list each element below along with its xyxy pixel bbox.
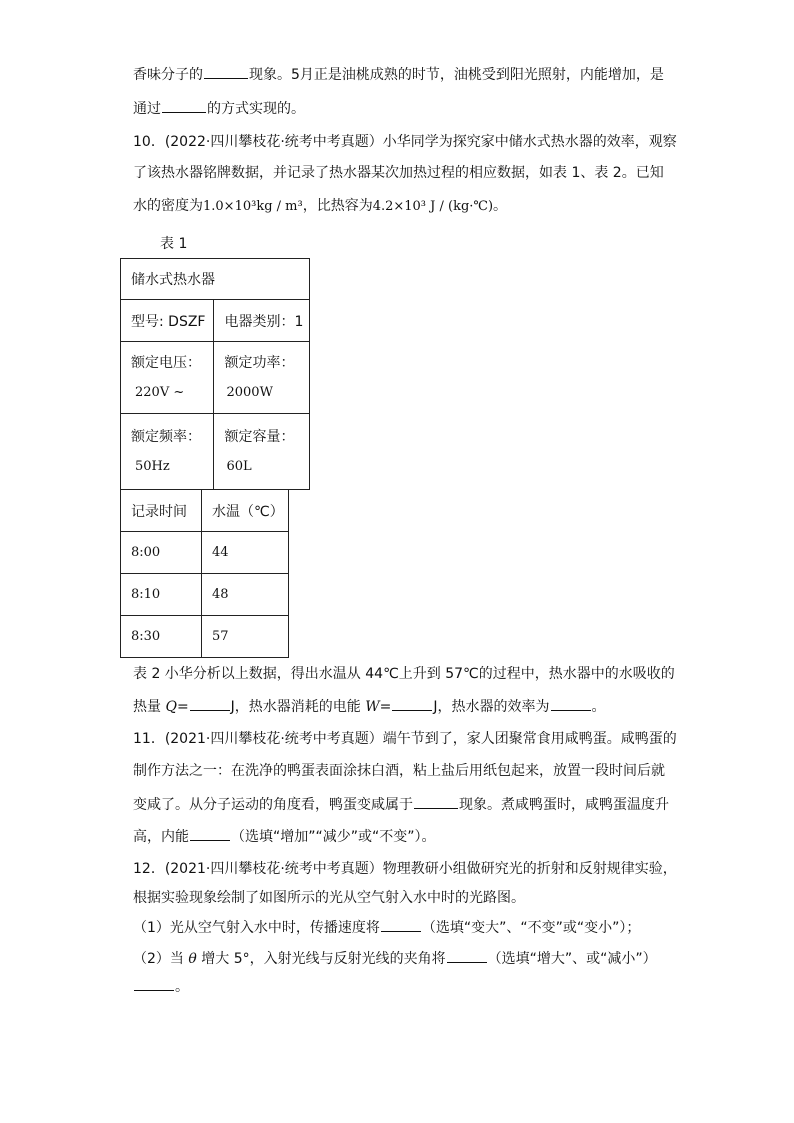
power-label: 额定功率：: [224, 354, 295, 371]
table1-model: 型号: DSZF: [121, 300, 214, 342]
capacity-value: 60L: [226, 458, 252, 474]
text-span: 热量: [133, 699, 166, 715]
table1: [120, 258, 310, 490]
table1-caption: 表 1: [160, 236, 188, 252]
text-span: （1）光从空气射入水中时，传播速度将: [133, 920, 380, 936]
q12-part-2: [133, 948, 657, 969]
text-span: 。: [175, 979, 189, 995]
w-variable: W: [365, 699, 380, 715]
power-value: 2000W: [226, 384, 273, 400]
table-row: [121, 574, 289, 616]
q12-part-2-cont: [133, 976, 189, 997]
table-row: [121, 616, 289, 658]
q10-line-3: [133, 196, 507, 217]
answer-blank[interactable]: [162, 98, 206, 113]
answer-blank[interactable]: [204, 64, 248, 79]
text-span: 香味分子的: [133, 67, 203, 83]
text-span: 水的密度为: [133, 198, 203, 214]
table1-voltage-cell: [121, 342, 214, 414]
theta-symbol: θ: [188, 951, 197, 967]
frequency-label: 额定频率：: [131, 428, 201, 445]
text-span: 增大 5°，入射光线与反射光线的夹角将: [196, 951, 446, 967]
q10-after-line-1: 表 2 小华分析以上数据，得出水温从 44℃上升到 57℃的过程中，热水器中的水吸收的: [133, 666, 675, 682]
q12-line-2: 根据实验现象绘制了如图所示的光从空气射入水中时的光路图。: [133, 890, 525, 906]
text-span: 。: [591, 699, 606, 715]
text-span: （2）当: [133, 951, 189, 967]
table1-title: 储水式热水器: [121, 259, 310, 300]
q10-line-1: 10．(2022·四川攀枝花·统考中考真题）小华同学为探究家中储水式热水器的效率，观察: [133, 134, 677, 150]
answer-blank[interactable]: [392, 696, 432, 711]
text-span: 现象。煮咸鸭蛋时，咸鸭蛋温度升: [459, 797, 669, 813]
text-span: 通过: [133, 101, 161, 117]
q10-after-line-2: [133, 696, 606, 717]
table2-cell-temp: 44: [202, 532, 289, 574]
answer-blank[interactable]: [190, 696, 230, 711]
text-span: J，热水器的效率为: [433, 699, 550, 715]
q10-line-2: 了该热水器铭牌数据，并记录了热水器某次加热过程的相应数据，如表 1、表 2。已知: [133, 165, 664, 181]
answer-blank[interactable]: [381, 917, 421, 932]
table-row: [121, 532, 289, 574]
q12-part-1: [133, 917, 640, 938]
answer-blank[interactable]: [414, 794, 458, 809]
answer-blank[interactable]: [134, 976, 174, 991]
text-span: =: [379, 699, 392, 715]
table2: [120, 489, 289, 658]
text-span: （选填“增加”“减少”或“不变”）。: [231, 829, 436, 845]
text-span: 的方式实现的。: [207, 101, 305, 117]
text-span: J，热水器消耗的电能: [230, 699, 366, 715]
text-span: ，比热容为: [302, 198, 373, 214]
table2-cell-time: 8:30: [121, 616, 202, 658]
text-span: 。: [493, 198, 508, 214]
table1-category: 电器类别：1: [214, 300, 310, 342]
q11-line-1: 11．(2021·四川攀枝花·统考中考真题）端午节到了，家人团聚常食用咸鸭蛋。咸鸭蛋的: [133, 731, 677, 747]
capacity-label: 额定容量：: [224, 428, 295, 445]
text-span: （选填“增大”、或“减小”）: [487, 951, 657, 967]
q11-line-3: [133, 794, 669, 815]
text-span: =: [176, 699, 189, 715]
answer-blank[interactable]: [551, 696, 591, 711]
table2-cell-temp: 48: [202, 574, 289, 616]
text-span: （选填“变大”、“不变”或“变小”）；: [421, 920, 641, 936]
table2-header-temp: 水温（℃）: [202, 490, 289, 532]
table2-cell-time: 8:10: [121, 574, 202, 616]
frequency-value: 50Hz: [135, 458, 170, 474]
table2-cell-time: 8:00: [121, 532, 202, 574]
q12-line-1: 12．(2021·四川攀枝花·统考中考真题）物理教研小组做研究光的折射和反射规律实验，: [133, 861, 677, 877]
text-line: [133, 98, 305, 119]
table1-power-cell: [214, 342, 310, 414]
table2-header-time: 记录时间: [121, 490, 202, 532]
table1-capacity-cell: [214, 414, 310, 490]
q-variable: Q: [165, 699, 177, 715]
table1-frequency-cell: [121, 414, 214, 490]
voltage-value: 220V ~: [135, 384, 185, 400]
text-line: [133, 64, 664, 85]
text-span: 现象。5月正是油桃成熟的时节，油桃受到阳光照射，内能增加，是: [249, 67, 664, 83]
q11-line-2: 制作方法之一：在洗净的鸭蛋表面涂抹白酒，粘上盐后用纸包起来，放置一段时间后就: [133, 763, 665, 779]
q11-line-4: [133, 826, 436, 847]
text-span: 高，内能: [133, 829, 189, 845]
table2-cell-temp: 57: [202, 616, 289, 658]
voltage-label: 额定电压：: [131, 354, 201, 371]
density-formula: 1.0×10³kg / m³: [203, 199, 303, 214]
heat-capacity-formula: 4.2×10³ J / (kg·℃): [372, 199, 494, 214]
text-span: 变咸了。从分子运动的角度看，鸭蛋变咸属于: [133, 797, 413, 813]
answer-blank[interactable]: [190, 826, 230, 841]
answer-blank[interactable]: [447, 948, 487, 963]
